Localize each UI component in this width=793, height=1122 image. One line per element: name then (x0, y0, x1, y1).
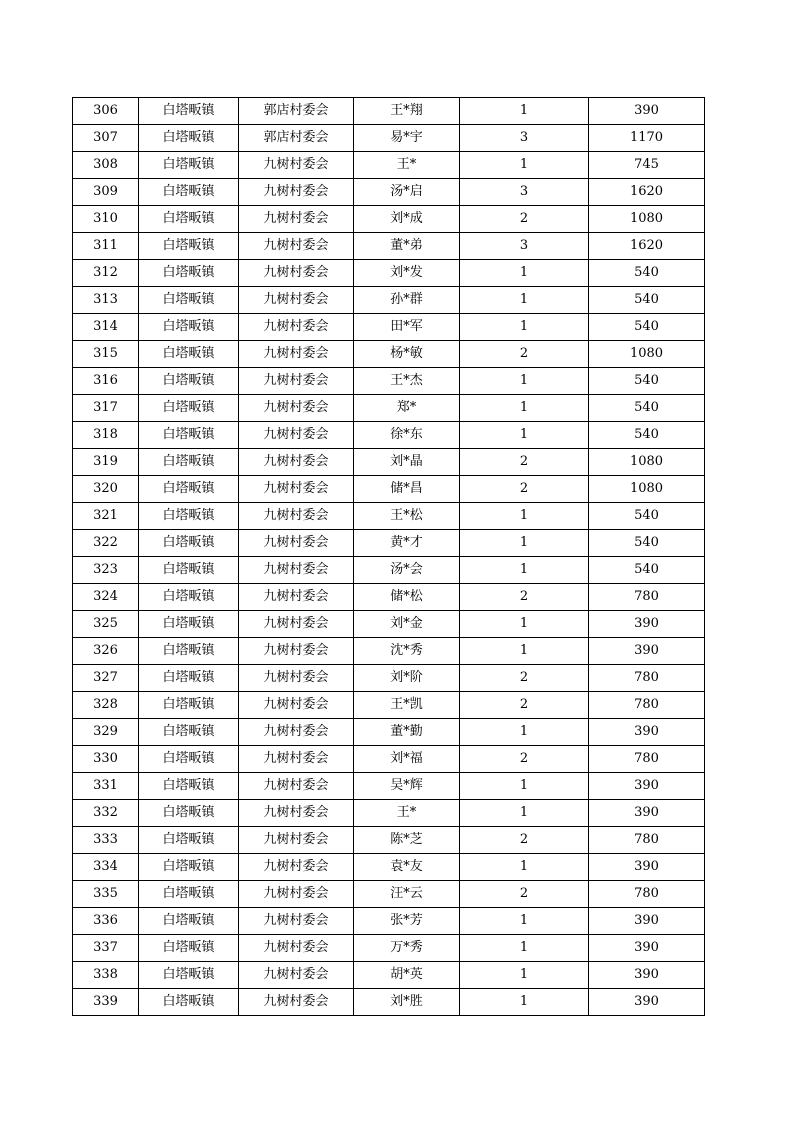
table-row (73, 557, 705, 584)
row-number-cell: 333 (73, 827, 139, 854)
village-committee-cell: 九树村委会 (239, 800, 354, 827)
count-cell: 1 (460, 314, 589, 341)
count-cell: 2 (460, 206, 589, 233)
table-row (73, 800, 705, 827)
village-committee-cell: 九树村委会 (239, 881, 354, 908)
amount-cell: 390 (589, 854, 705, 881)
town-cell: 白塔畈镇 (139, 233, 239, 260)
village-committee-cell: 九树村委会 (239, 584, 354, 611)
amount-cell: 540 (589, 287, 705, 314)
village-committee-cell: 九树村委会 (239, 638, 354, 665)
village-committee-cell: 九树村委会 (239, 854, 354, 881)
amount-cell: 390 (589, 719, 705, 746)
row-number-cell: 312 (73, 260, 139, 287)
table-row (73, 962, 705, 989)
village-committee-cell: 郭店村委会 (239, 125, 354, 152)
count-cell: 1 (460, 287, 589, 314)
table-row (73, 746, 705, 773)
name-cell: 刘*福 (354, 746, 460, 773)
town-cell: 白塔畈镇 (139, 449, 239, 476)
count-cell: 2 (460, 341, 589, 368)
row-number-cell: 335 (73, 881, 139, 908)
name-cell: 董*勤 (354, 719, 460, 746)
table-row (73, 287, 705, 314)
town-cell: 白塔畈镇 (139, 368, 239, 395)
count-cell: 2 (460, 881, 589, 908)
town-cell: 白塔畈镇 (139, 908, 239, 935)
name-cell: 袁*友 (354, 854, 460, 881)
count-cell: 1 (460, 503, 589, 530)
row-number-cell: 309 (73, 179, 139, 206)
count-cell: 1 (460, 800, 589, 827)
village-committee-cell: 九树村委会 (239, 449, 354, 476)
name-cell: 刘*阶 (354, 665, 460, 692)
village-committee-cell: 九树村委会 (239, 530, 354, 557)
name-cell: 孙*群 (354, 287, 460, 314)
amount-cell: 1170 (589, 125, 705, 152)
table-row (73, 692, 705, 719)
amount-cell: 780 (589, 746, 705, 773)
name-cell: 沈*秀 (354, 638, 460, 665)
name-cell: 陈*芝 (354, 827, 460, 854)
town-cell: 白塔畈镇 (139, 557, 239, 584)
table-row (73, 503, 705, 530)
amount-cell: 540 (589, 422, 705, 449)
count-cell: 1 (460, 395, 589, 422)
amount-cell: 540 (589, 530, 705, 557)
town-cell: 白塔畈镇 (139, 476, 239, 503)
amount-cell: 390 (589, 935, 705, 962)
table-body (73, 98, 705, 1016)
row-number-cell: 330 (73, 746, 139, 773)
row-number-cell: 327 (73, 665, 139, 692)
count-cell: 1 (460, 557, 589, 584)
row-number-cell: 322 (73, 530, 139, 557)
name-cell: 万*秀 (354, 935, 460, 962)
name-cell: 刘*成 (354, 206, 460, 233)
town-cell: 白塔畈镇 (139, 935, 239, 962)
village-committee-cell: 九树村委会 (239, 503, 354, 530)
row-number-cell: 331 (73, 773, 139, 800)
table-row (73, 854, 705, 881)
amount-cell: 390 (589, 800, 705, 827)
row-number-cell: 339 (73, 989, 139, 1016)
table-row (73, 908, 705, 935)
town-cell: 白塔畈镇 (139, 881, 239, 908)
amount-cell: 1620 (589, 233, 705, 260)
name-cell: 刘*晶 (354, 449, 460, 476)
count-cell: 1 (460, 935, 589, 962)
town-cell: 白塔畈镇 (139, 260, 239, 287)
count-cell: 3 (460, 125, 589, 152)
village-committee-cell: 九树村委会 (239, 395, 354, 422)
count-cell: 1 (460, 773, 589, 800)
row-number-cell: 332 (73, 800, 139, 827)
name-cell: 董*弟 (354, 233, 460, 260)
row-number-cell: 324 (73, 584, 139, 611)
table-row (73, 179, 705, 206)
amount-cell: 1080 (589, 341, 705, 368)
name-cell: 王* (354, 152, 460, 179)
town-cell: 白塔畈镇 (139, 98, 239, 125)
amount-cell: 390 (589, 98, 705, 125)
name-cell: 王*松 (354, 503, 460, 530)
village-committee-cell: 九树村委会 (239, 314, 354, 341)
table-row (73, 611, 705, 638)
village-committee-cell: 九树村委会 (239, 935, 354, 962)
amount-cell: 780 (589, 665, 705, 692)
count-cell: 2 (460, 584, 589, 611)
name-cell: 张*芳 (354, 908, 460, 935)
amount-cell: 780 (589, 692, 705, 719)
amount-cell: 540 (589, 314, 705, 341)
village-committee-cell: 九树村委会 (239, 260, 354, 287)
amount-cell: 1080 (589, 449, 705, 476)
village-committee-cell: 九树村委会 (239, 341, 354, 368)
amount-cell: 1080 (589, 206, 705, 233)
amount-cell: 390 (589, 638, 705, 665)
row-number-cell: 310 (73, 206, 139, 233)
table-row (73, 395, 705, 422)
town-cell: 白塔畈镇 (139, 152, 239, 179)
village-committee-cell: 九树村委会 (239, 827, 354, 854)
table-row (73, 206, 705, 233)
village-committee-cell: 九树村委会 (239, 233, 354, 260)
town-cell: 白塔畈镇 (139, 989, 239, 1016)
row-number-cell: 338 (73, 962, 139, 989)
count-cell: 1 (460, 422, 589, 449)
village-committee-cell: 九树村委会 (239, 908, 354, 935)
row-number-cell: 321 (73, 503, 139, 530)
amount-cell: 390 (589, 611, 705, 638)
count-cell: 1 (460, 908, 589, 935)
row-number-cell: 313 (73, 287, 139, 314)
village-committee-cell: 九树村委会 (239, 179, 354, 206)
village-committee-cell: 九树村委会 (239, 611, 354, 638)
count-cell: 2 (460, 827, 589, 854)
count-cell: 2 (460, 746, 589, 773)
amount-cell: 540 (589, 503, 705, 530)
amount-cell: 745 (589, 152, 705, 179)
table-row (73, 989, 705, 1016)
table-row (73, 341, 705, 368)
name-cell: 王*翔 (354, 98, 460, 125)
amount-cell: 1620 (589, 179, 705, 206)
count-cell: 2 (460, 476, 589, 503)
village-committee-cell: 九树村委会 (239, 719, 354, 746)
name-cell: 胡*英 (354, 962, 460, 989)
table-row (73, 719, 705, 746)
town-cell: 白塔畈镇 (139, 854, 239, 881)
amount-cell: 780 (589, 881, 705, 908)
village-committee-cell: 九树村委会 (239, 962, 354, 989)
row-number-cell: 315 (73, 341, 139, 368)
count-cell: 2 (460, 692, 589, 719)
village-committee-cell: 九树村委会 (239, 368, 354, 395)
name-cell: 郑* (354, 395, 460, 422)
town-cell: 白塔畈镇 (139, 125, 239, 152)
table-row (73, 935, 705, 962)
town-cell: 白塔畈镇 (139, 206, 239, 233)
town-cell: 白塔畈镇 (139, 746, 239, 773)
town-cell: 白塔畈镇 (139, 503, 239, 530)
name-cell: 王*凯 (354, 692, 460, 719)
table-row (73, 881, 705, 908)
name-cell: 储*松 (354, 584, 460, 611)
village-committee-cell: 九树村委会 (239, 773, 354, 800)
table-row (73, 260, 705, 287)
village-committee-cell: 九树村委会 (239, 692, 354, 719)
table-row (73, 152, 705, 179)
amount-cell: 390 (589, 989, 705, 1016)
count-cell: 3 (460, 233, 589, 260)
count-cell: 1 (460, 260, 589, 287)
name-cell: 储*昌 (354, 476, 460, 503)
town-cell: 白塔畈镇 (139, 827, 239, 854)
name-cell: 刘*发 (354, 260, 460, 287)
amount-cell: 1080 (589, 476, 705, 503)
town-cell: 白塔畈镇 (139, 314, 239, 341)
town-cell: 白塔畈镇 (139, 638, 239, 665)
name-cell: 田*军 (354, 314, 460, 341)
table-row (73, 584, 705, 611)
row-number-cell: 337 (73, 935, 139, 962)
town-cell: 白塔畈镇 (139, 287, 239, 314)
amount-cell: 390 (589, 962, 705, 989)
count-cell: 1 (460, 611, 589, 638)
row-number-cell: 307 (73, 125, 139, 152)
village-committee-cell: 九树村委会 (239, 287, 354, 314)
row-number-cell: 316 (73, 368, 139, 395)
village-committee-cell: 九树村委会 (239, 206, 354, 233)
count-cell: 1 (460, 854, 589, 881)
amount-cell: 540 (589, 557, 705, 584)
town-cell: 白塔畈镇 (139, 719, 239, 746)
village-committee-cell: 郭店村委会 (239, 98, 354, 125)
table-row (73, 827, 705, 854)
village-committee-cell: 九树村委会 (239, 746, 354, 773)
row-number-cell: 311 (73, 233, 139, 260)
town-cell: 白塔畈镇 (139, 773, 239, 800)
row-number-cell: 334 (73, 854, 139, 881)
row-number-cell: 325 (73, 611, 139, 638)
row-number-cell: 328 (73, 692, 139, 719)
name-cell: 汤*会 (354, 557, 460, 584)
table-row (73, 125, 705, 152)
name-cell: 汪*云 (354, 881, 460, 908)
name-cell: 刘*胜 (354, 989, 460, 1016)
village-committee-cell: 九树村委会 (239, 152, 354, 179)
town-cell: 白塔畈镇 (139, 611, 239, 638)
count-cell: 1 (460, 368, 589, 395)
row-number-cell: 323 (73, 557, 139, 584)
row-number-cell: 319 (73, 449, 139, 476)
village-committee-cell: 九树村委会 (239, 422, 354, 449)
table-row (73, 638, 705, 665)
village-committee-cell: 九树村委会 (239, 476, 354, 503)
amount-cell: 390 (589, 908, 705, 935)
name-cell: 易*宇 (354, 125, 460, 152)
table-row (73, 422, 705, 449)
table-row (73, 368, 705, 395)
town-cell: 白塔畈镇 (139, 179, 239, 206)
row-number-cell: 318 (73, 422, 139, 449)
name-cell: 杨*敏 (354, 341, 460, 368)
table-row (73, 314, 705, 341)
count-cell: 2 (460, 665, 589, 692)
name-cell: 黄*才 (354, 530, 460, 557)
amount-cell: 780 (589, 827, 705, 854)
table-row (73, 233, 705, 260)
count-cell: 1 (460, 638, 589, 665)
count-cell: 1 (460, 98, 589, 125)
table-row (73, 449, 705, 476)
amount-cell: 540 (589, 395, 705, 422)
row-number-cell: 308 (73, 152, 139, 179)
table-row (73, 98, 705, 125)
name-cell: 吴*辉 (354, 773, 460, 800)
town-cell: 白塔畈镇 (139, 584, 239, 611)
village-committee-cell: 九树村委会 (239, 557, 354, 584)
table-row (73, 773, 705, 800)
name-cell: 徐*东 (354, 422, 460, 449)
count-cell: 2 (460, 449, 589, 476)
amount-cell: 390 (589, 773, 705, 800)
amount-cell: 540 (589, 260, 705, 287)
count-cell: 1 (460, 962, 589, 989)
town-cell: 白塔畈镇 (139, 800, 239, 827)
town-cell: 白塔畈镇 (139, 665, 239, 692)
row-number-cell: 314 (73, 314, 139, 341)
town-cell: 白塔畈镇 (139, 341, 239, 368)
table-row (73, 476, 705, 503)
name-cell: 王*杰 (354, 368, 460, 395)
row-number-cell: 329 (73, 719, 139, 746)
amount-cell: 540 (589, 368, 705, 395)
town-cell: 白塔畈镇 (139, 530, 239, 557)
row-number-cell: 306 (73, 98, 139, 125)
town-cell: 白塔畈镇 (139, 395, 239, 422)
amount-cell: 780 (589, 584, 705, 611)
count-cell: 1 (460, 719, 589, 746)
count-cell: 1 (460, 152, 589, 179)
town-cell: 白塔畈镇 (139, 962, 239, 989)
village-committee-cell: 九树村委会 (239, 989, 354, 1016)
row-number-cell: 317 (73, 395, 139, 422)
count-cell: 3 (460, 179, 589, 206)
name-cell: 汤*启 (354, 179, 460, 206)
town-cell: 白塔畈镇 (139, 692, 239, 719)
row-number-cell: 320 (73, 476, 139, 503)
row-number-cell: 326 (73, 638, 139, 665)
count-cell: 1 (460, 530, 589, 557)
table-row (73, 530, 705, 557)
count-cell: 1 (460, 989, 589, 1016)
subsidy-table (72, 97, 705, 1016)
name-cell: 王* (354, 800, 460, 827)
table-row (73, 665, 705, 692)
name-cell: 刘*金 (354, 611, 460, 638)
town-cell: 白塔畈镇 (139, 422, 239, 449)
village-committee-cell: 九树村委会 (239, 665, 354, 692)
row-number-cell: 336 (73, 908, 139, 935)
